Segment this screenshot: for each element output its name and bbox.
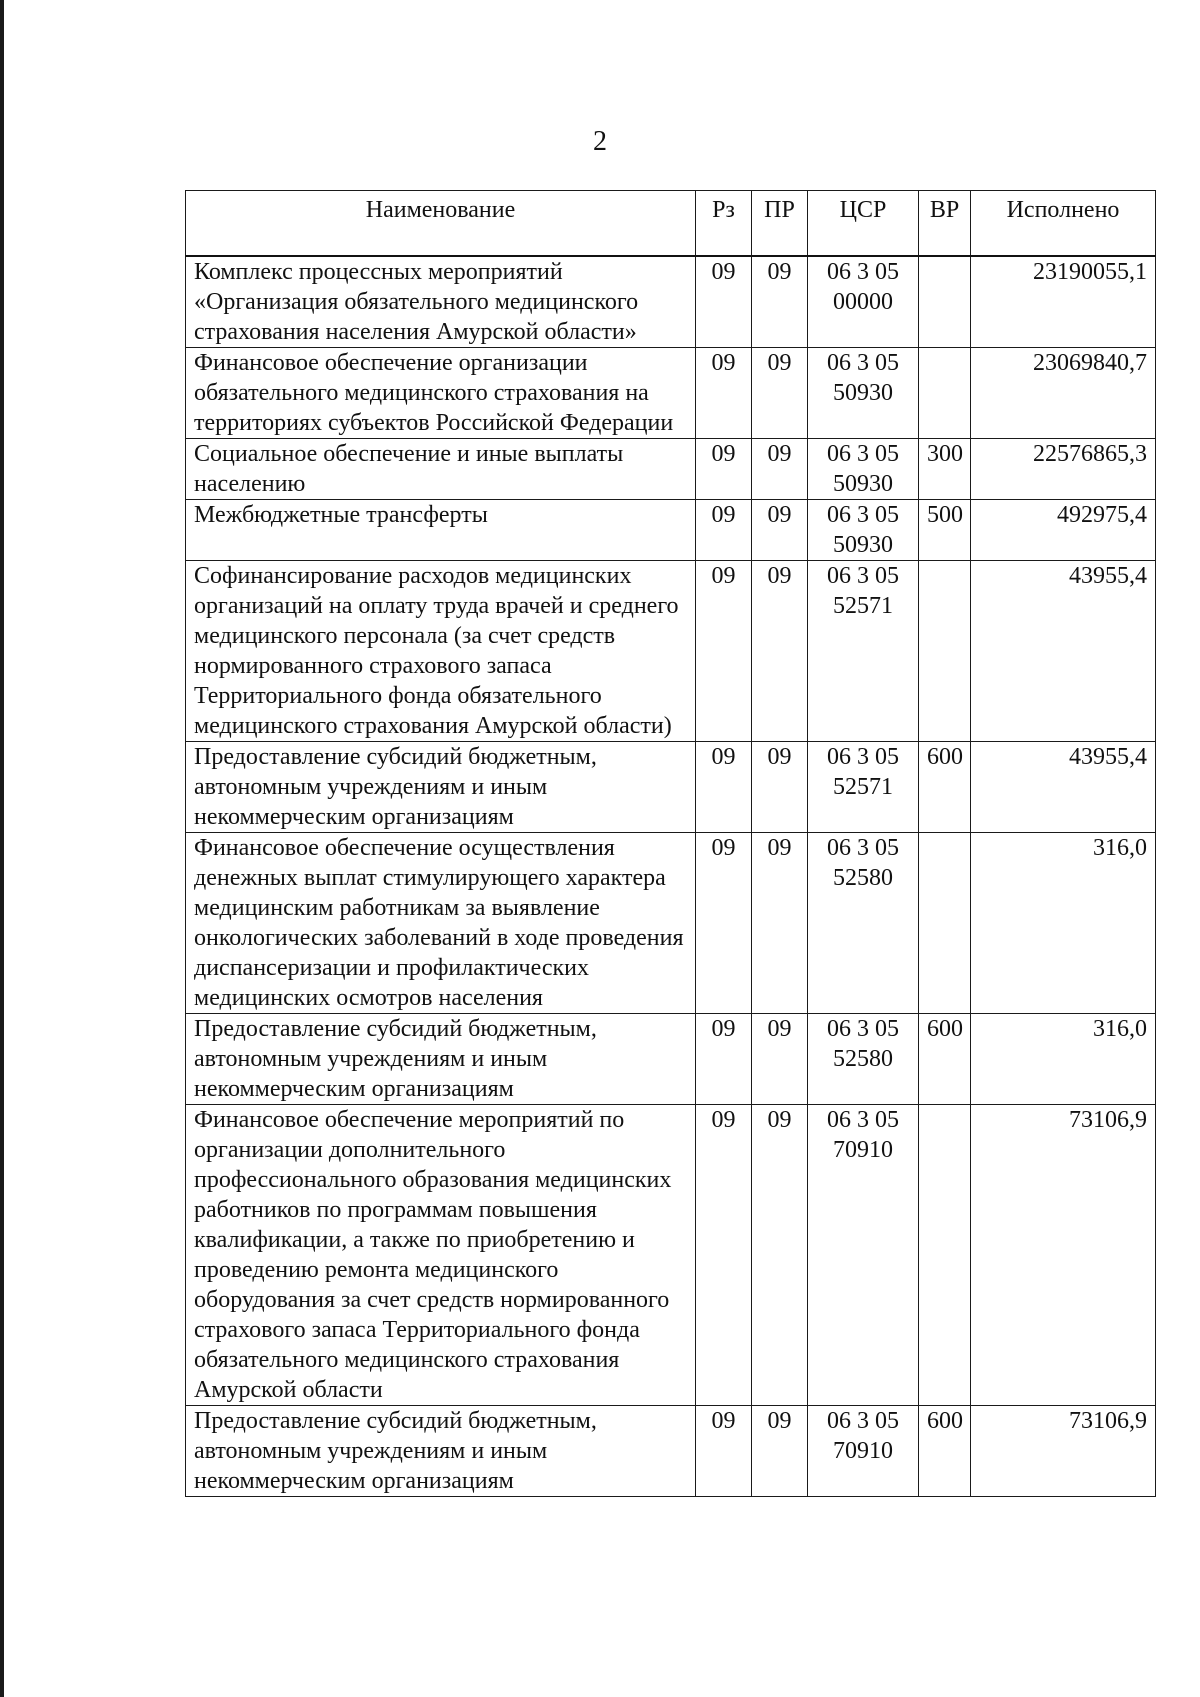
header-vr: ВР bbox=[919, 191, 971, 257]
header-name: Наименование bbox=[186, 191, 696, 257]
row-pr: 09 bbox=[752, 833, 808, 1014]
row-csr-line1: 06 3 05 bbox=[827, 744, 899, 770]
row-csr bbox=[808, 1014, 919, 1105]
scan-edge bbox=[0, 0, 4, 1697]
row-csr bbox=[808, 439, 919, 500]
row-vr: 300 bbox=[919, 439, 971, 500]
row-name: Софинансирование расходов медицинских организаций на оплату труда врачей и среднего медицинского персонала (за счет средств нормированного страхового запаса Территориального фонда обязательного медицинского страхования Амурской области) bbox=[186, 561, 696, 742]
row-rz: 09 bbox=[696, 500, 752, 561]
row-amount: 43955,4 bbox=[971, 561, 1156, 742]
row-csr-line1: 06 3 05 bbox=[827, 1016, 899, 1042]
row-vr: 600 bbox=[919, 1406, 971, 1497]
row-csr-line1: 06 3 05 bbox=[827, 502, 899, 528]
row-vr bbox=[919, 833, 971, 1014]
header-rz: Рз bbox=[696, 191, 752, 257]
row-csr-line2: 52571 bbox=[833, 774, 893, 800]
table-row bbox=[186, 561, 1156, 742]
row-name: Межбюджетные трансферты bbox=[186, 500, 696, 561]
row-name: Предоставление субсидий бюджетным, автономным учреждениям и иным некоммерческим организациям bbox=[186, 742, 696, 833]
row-rz: 09 bbox=[696, 1105, 752, 1406]
row-name: Предоставление субсидий бюджетным, автономным учреждениям и иным некоммерческим организациям bbox=[186, 1014, 696, 1105]
row-csr-line1: 06 3 05 bbox=[827, 563, 899, 589]
table-row bbox=[186, 500, 1156, 561]
row-csr-line1: 06 3 05 bbox=[827, 441, 899, 467]
row-csr-line1: 06 3 05 bbox=[827, 835, 899, 861]
row-csr-line1: 06 3 05 bbox=[827, 1408, 899, 1434]
row-pr: 09 bbox=[752, 742, 808, 833]
budget-table bbox=[185, 190, 1156, 1497]
table-header-row bbox=[186, 191, 1156, 257]
table-body bbox=[186, 256, 1156, 1497]
row-csr-line2: 00000 bbox=[833, 289, 893, 315]
row-amount: 22576865,3 bbox=[971, 439, 1156, 500]
row-rz: 09 bbox=[696, 742, 752, 833]
row-csr-line1: 06 3 05 bbox=[827, 259, 899, 285]
table-row bbox=[186, 742, 1156, 833]
row-csr bbox=[808, 348, 919, 439]
row-pr: 09 bbox=[752, 1406, 808, 1497]
row-amount: 73106,9 bbox=[971, 1406, 1156, 1497]
row-csr-line2: 50930 bbox=[833, 380, 893, 406]
row-csr-line2: 52571 bbox=[833, 593, 893, 619]
row-name: Комплекс процессных мероприятий «Организация обязательного медицинского страхования населения Амурской области» bbox=[186, 256, 696, 348]
table-row bbox=[186, 833, 1156, 1014]
row-name: Предоставление субсидий бюджетным, автономным учреждениям и иным некоммерческим организациям bbox=[186, 1406, 696, 1497]
row-pr: 09 bbox=[752, 1014, 808, 1105]
row-rz: 09 bbox=[696, 348, 752, 439]
row-csr bbox=[808, 833, 919, 1014]
row-csr bbox=[808, 500, 919, 561]
table-row bbox=[186, 1406, 1156, 1497]
row-vr: 600 bbox=[919, 742, 971, 833]
row-amount: 23190055,1 bbox=[971, 256, 1156, 348]
row-csr-line1: 06 3 05 bbox=[827, 350, 899, 376]
row-vr bbox=[919, 348, 971, 439]
row-vr bbox=[919, 256, 971, 348]
page-number: 2 bbox=[593, 126, 607, 157]
row-name: Финансовое обеспечение осуществления денежных выплат стимулирующего характера медицинским работникам за выявление онкологических заболеваний в ходе проведения диспансеризации и профилактических медицинских осмотров населения bbox=[186, 833, 696, 1014]
header-amount: Исполнено bbox=[971, 191, 1156, 257]
row-csr bbox=[808, 1105, 919, 1406]
row-amount: 23069840,7 bbox=[971, 348, 1156, 439]
row-rz: 09 bbox=[696, 833, 752, 1014]
row-pr: 09 bbox=[752, 348, 808, 439]
row-csr-line2: 70910 bbox=[833, 1137, 893, 1163]
row-pr: 09 bbox=[752, 500, 808, 561]
table-row bbox=[186, 348, 1156, 439]
row-amount: 43955,4 bbox=[971, 742, 1156, 833]
row-name: Социальное обеспечение и иные выплаты населению bbox=[186, 439, 696, 500]
row-csr bbox=[808, 561, 919, 742]
row-rz: 09 bbox=[696, 1406, 752, 1497]
table-row bbox=[186, 1014, 1156, 1105]
row-pr: 09 bbox=[752, 256, 808, 348]
table-row bbox=[186, 256, 1156, 348]
row-pr: 09 bbox=[752, 439, 808, 500]
row-rz: 09 bbox=[696, 561, 752, 742]
row-vr: 600 bbox=[919, 1014, 971, 1105]
table-row bbox=[186, 439, 1156, 500]
row-rz: 09 bbox=[696, 1014, 752, 1105]
header-csr: ЦСР bbox=[808, 191, 919, 257]
header-pr: ПР bbox=[752, 191, 808, 257]
row-csr-line2: 52580 bbox=[833, 1046, 893, 1072]
row-csr-line1: 06 3 05 bbox=[827, 1107, 899, 1133]
row-name: Финансовое обеспечение мероприятий по организации дополнительного профессионального образования медицинских работников по программам повышения квалификации, а также по приобретению и проведению ремонта медицинского оборудования за счет средств нормированного страхового запаса Территориального фонда обязательного медицинского страхования Амурской области bbox=[186, 1105, 696, 1406]
row-pr: 09 bbox=[752, 1105, 808, 1406]
row-csr bbox=[808, 256, 919, 348]
row-csr bbox=[808, 742, 919, 833]
row-rz: 09 bbox=[696, 439, 752, 500]
row-csr bbox=[808, 1406, 919, 1497]
row-vr: 500 bbox=[919, 500, 971, 561]
row-amount: 492975,4 bbox=[971, 500, 1156, 561]
row-csr-line2: 50930 bbox=[833, 532, 893, 558]
row-csr-line2: 70910 bbox=[833, 1438, 893, 1464]
row-vr bbox=[919, 1105, 971, 1406]
row-rz: 09 bbox=[696, 256, 752, 348]
row-amount: 316,0 bbox=[971, 1014, 1156, 1105]
row-vr bbox=[919, 561, 971, 742]
table-row bbox=[186, 1105, 1156, 1406]
row-amount: 316,0 bbox=[971, 833, 1156, 1014]
row-csr-line2: 50930 bbox=[833, 471, 893, 497]
row-name: Финансовое обеспечение организации обязательного медицинского страхования на территориях субъектов Российской Федерации bbox=[186, 348, 696, 439]
row-pr: 09 bbox=[752, 561, 808, 742]
row-amount: 73106,9 bbox=[971, 1105, 1156, 1406]
row-csr-line2: 52580 bbox=[833, 865, 893, 891]
